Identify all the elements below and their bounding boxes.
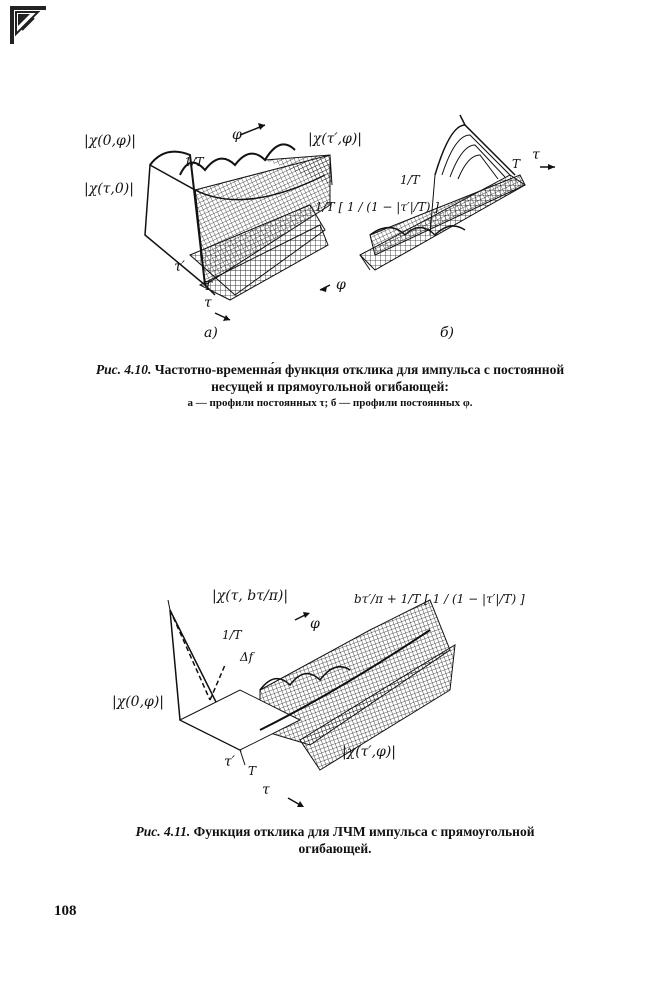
caption-4-11-prefix: Рис. 4.11. — [135, 824, 191, 839]
label-chi-0-phi: |χ(0,φ)| — [84, 133, 137, 149]
label-T-b: T — [512, 157, 521, 171]
label-phi: φ — [310, 616, 320, 632]
caption-figure-4-10 — [80, 362, 580, 411]
label-chi-0-phi: |χ(0,φ)| — [112, 694, 165, 710]
label-tau-prime-a: τ′ — [174, 259, 185, 275]
label-T: T — [248, 764, 257, 778]
caption-4-11-text: Функция отклика для ЛЧМ импульса с прямоугольной огибающей. — [193, 824, 535, 856]
caption-figure-4-11 — [110, 824, 560, 858]
label-tau-prime: τ′ — [224, 754, 235, 770]
caption-4-10-text: Частотно-временна́я функция отклика для импульса с постоянной несущей и прямоугольной огибающей: — [154, 362, 565, 394]
figure-4-11-drawing — [110, 570, 550, 815]
label-chi-tau-prime-phi: |χ(τ′,φ)| — [342, 744, 397, 760]
label-formula: bτ′/π + 1/T [ 1 / (1 − |τ′|/T) ] — [354, 592, 525, 606]
figure-4-10 — [70, 95, 610, 365]
label-chi-tau-0: |χ(τ,0)| — [84, 181, 134, 197]
label-phi-a: φ — [232, 127, 242, 143]
caption-4-10-prefix: Рис. 4.10. — [95, 362, 152, 377]
corner-ornament-icon — [8, 4, 48, 46]
label-chi-tau-bt: |χ(τ, bτ/π)| — [212, 588, 289, 604]
label-one-over-T-a: 1/T — [184, 155, 204, 169]
label-phi-b: φ — [336, 277, 346, 293]
figure-4-11 — [110, 570, 550, 815]
label-tau: τ — [262, 782, 270, 798]
label-chi-tau-prime-phi: |χ(τ′,φ)| — [308, 131, 363, 147]
label-delta-f: Δf — [240, 650, 254, 664]
label-tau-a: τ — [204, 295, 212, 311]
label-subfigure-b: б) — [440, 325, 455, 341]
surface-a — [145, 123, 332, 321]
label-subfigure-a: а) — [204, 325, 218, 341]
page-number: 108 — [54, 903, 77, 919]
label-tau-b: τ — [532, 147, 540, 163]
label-one-over-T: 1/T — [222, 628, 242, 642]
label-T-a: T — [204, 279, 213, 293]
caption-4-10-sub: а — профили постоянных τ; б — профили постоянных φ. — [187, 396, 473, 409]
label-formula-b: 1/T [ 1 / (1 − |τ′|/T) ] — [315, 200, 439, 214]
label-one-over-T-b: 1/T — [400, 173, 420, 187]
